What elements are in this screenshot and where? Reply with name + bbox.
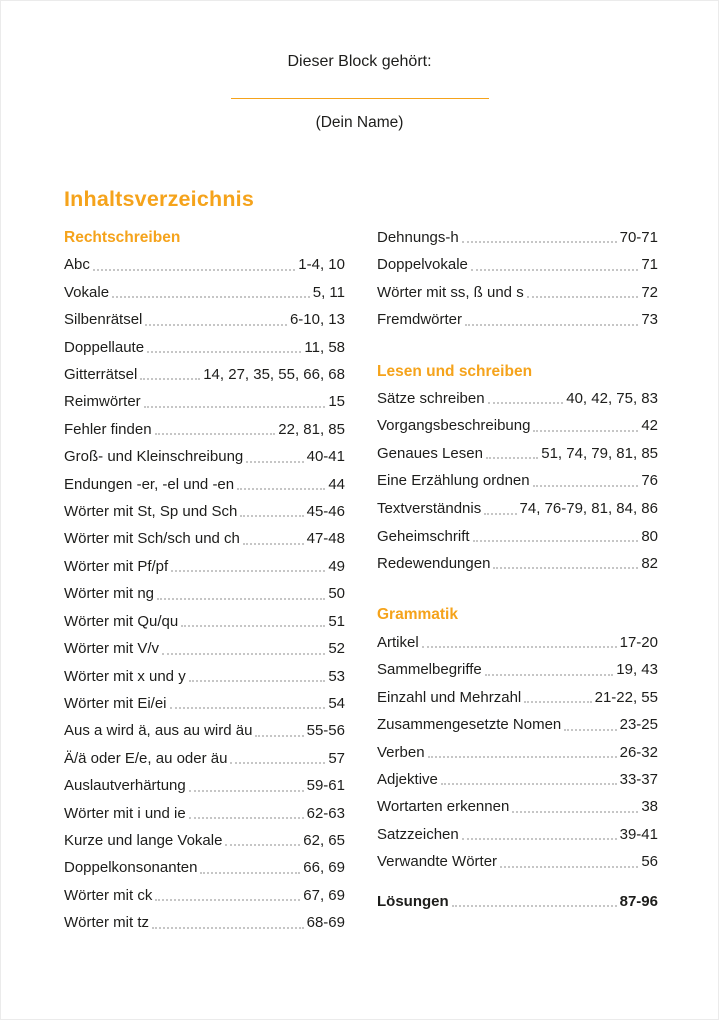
section-heading-grammatik: Grammatik — [377, 606, 458, 624]
toc-row-loesungen — [377, 888, 658, 915]
toc-row — [377, 523, 658, 550]
dotted-leader — [512, 811, 638, 813]
name-underline — [231, 98, 489, 99]
toc-entry-pages: 62, 65 — [303, 831, 345, 849]
dotted-leader — [225, 844, 300, 846]
ownership-header — [1, 53, 718, 132]
toc-entry-label: Aus a wird ä, aus au wird äu — [64, 722, 253, 740]
toc-entry-pages: 52 — [328, 640, 345, 658]
toc-entry-pages: 71 — [641, 256, 658, 274]
toc-entry-label: Auslautverhärtung — [64, 777, 186, 795]
toc-entry-pages: 53 — [328, 667, 345, 685]
toc-right-column — [377, 224, 658, 937]
toc-row — [64, 608, 345, 635]
toc-entry-pages: 40-41 — [306, 448, 345, 466]
toc-row — [377, 550, 658, 577]
dotted-leader — [170, 707, 326, 709]
toc-row — [64, 443, 345, 470]
toc-entry-pages: 57 — [328, 749, 345, 767]
toc-entry-pages: 17-20 — [619, 633, 658, 651]
toc-entry-label: Verben — [377, 743, 425, 761]
toc-entry-pages: 80 — [641, 527, 658, 545]
toc-entry-label: Wörter mit ck — [64, 886, 153, 904]
toc-row — [377, 467, 658, 494]
toc-entry-pages: 51, 74, 79, 81, 85 — [541, 444, 658, 462]
dotted-leader — [485, 674, 614, 676]
toc-row — [377, 711, 658, 738]
dotted-leader — [155, 433, 276, 435]
toc-entry-label: Wörter mit Pf/pf — [64, 557, 169, 575]
toc-entry-pages: 33-37 — [619, 770, 658, 788]
toc-content — [64, 187, 658, 937]
toc-entry-label: Vokale — [64, 283, 110, 301]
dotted-leader — [473, 540, 639, 542]
dotted-leader — [230, 762, 325, 764]
toc-row — [377, 848, 658, 875]
toc-entry-pages: 23-25 — [619, 716, 658, 734]
toc-entry-pages: 42 — [641, 417, 658, 435]
toc-entry-label: Ä/ä oder E/e, au oder äu — [64, 749, 228, 767]
toc-entry-pages: 59-61 — [306, 777, 345, 795]
toc-entry-label: Endungen -er, -el und -en — [64, 475, 235, 493]
toc-entry-pages: 49 — [328, 557, 345, 575]
dotted-leader — [140, 378, 200, 380]
dotted-leader — [93, 269, 295, 271]
toc-entry-pages: 40, 42, 75, 83 — [566, 390, 658, 408]
toc-row — [377, 306, 658, 333]
dotted-leader — [428, 756, 617, 758]
toc-row — [377, 224, 658, 251]
toc-row — [64, 690, 345, 717]
toc-row — [377, 766, 658, 793]
toc-entry-pages: 21-22, 55 — [594, 688, 658, 706]
toc-entry-label: Abc — [64, 256, 90, 274]
toc-row — [64, 635, 345, 662]
toc-row — [64, 800, 345, 827]
dotted-leader — [147, 351, 301, 353]
toc-entry-label: Wörter mit ss, ß und s — [377, 283, 524, 301]
toc-entry-pages: 5, 11 — [312, 283, 345, 301]
toc-row — [377, 793, 658, 820]
toc-entry-pages: 45-46 — [306, 503, 345, 521]
toc-entry-pages: 73 — [641, 311, 658, 329]
toc-row — [64, 306, 345, 333]
toc-row — [64, 854, 345, 881]
dotted-leader — [452, 905, 617, 907]
toc-entry-label: Wörter mit tz — [64, 914, 149, 932]
toc-row — [64, 882, 345, 909]
dotted-leader — [493, 567, 638, 569]
dotted-leader — [240, 515, 303, 517]
toc-entry-pages: 74, 76-79, 81, 84, 86 — [519, 499, 658, 517]
toc-entry-pages: 62-63 — [306, 804, 345, 822]
dotted-leader — [527, 296, 639, 298]
dotted-leader — [171, 570, 325, 572]
dotted-leader — [189, 680, 326, 682]
toc-entry-pages: 54 — [328, 694, 345, 712]
toc-entry-pages: 66, 69 — [303, 859, 345, 877]
toc-entry-label: Wörter mit i und ie — [64, 804, 186, 822]
toc-entry-label: Wörter mit Ei/ei — [64, 694, 167, 712]
toc-entry-pages: 39-41 — [619, 825, 658, 843]
toc-row — [377, 412, 658, 439]
toc-entry-pages: 87-96 — [619, 892, 658, 910]
toc-entry-pages: 70-71 — [619, 229, 658, 246]
toc-entry-label: Adjektive — [377, 770, 438, 788]
toc-entry-pages: 50 — [328, 585, 345, 603]
dotted-leader — [462, 241, 617, 243]
toc-row — [377, 739, 658, 766]
dotted-leader — [255, 735, 303, 737]
toc-entry-pages: 1-4, 10 — [298, 256, 345, 274]
toc-row — [377, 495, 658, 523]
dotted-leader — [246, 461, 303, 463]
toc-entry-label: Textverständnis — [377, 499, 482, 517]
toc-row — [64, 745, 345, 772]
toc-entry-label: Kurze und lange Vokale — [64, 831, 223, 849]
toc-entry-pages: 26-32 — [619, 743, 658, 761]
dotted-leader — [189, 817, 304, 819]
toc-entry-label: Sammelbegriffe — [377, 661, 482, 679]
dotted-leader — [488, 402, 564, 404]
toc-left-column — [64, 224, 345, 937]
dotted-leader — [157, 598, 325, 600]
name-hint: (Dein Name) — [315, 114, 404, 131]
toc-entry-pages: 55-56 — [306, 722, 345, 740]
toc-entry-label: Redewendungen — [377, 555, 491, 573]
toc-entry-pages: 44 — [328, 475, 345, 493]
toc-entry-pages: 72 — [641, 283, 658, 301]
dotted-leader — [422, 646, 617, 648]
dotted-leader — [533, 485, 639, 487]
toc-row — [64, 909, 345, 936]
toc-row — [64, 525, 345, 552]
toc-entry-pages: 51 — [328, 612, 345, 630]
toc-row — [64, 416, 345, 443]
toc-entry-label: Satzzeichen — [377, 825, 459, 843]
toc-entry-pages: 56 — [641, 853, 658, 871]
dotted-leader — [564, 729, 616, 731]
toc-entry-pages: 68-69 — [306, 914, 345, 932]
toc-entry-label: Lösungen — [377, 892, 449, 910]
toc-row — [377, 684, 658, 711]
toc-entry-label: Wortarten erkennen — [377, 798, 510, 816]
dotted-leader — [162, 653, 325, 655]
toc-entry-label: Doppelvokale — [377, 256, 468, 274]
toc-row — [377, 821, 658, 848]
toc-row — [64, 279, 345, 306]
toc-row — [64, 471, 345, 498]
toc-entry-pages: 22, 81, 85 — [278, 420, 345, 438]
toc-entry-pages: 38 — [641, 798, 658, 816]
toc-entry-label: Wörter mit x und y — [64, 667, 186, 685]
toc-row — [377, 440, 658, 467]
toc-entry-label: Dehnungs-h — [377, 229, 459, 246]
dotted-leader — [441, 783, 617, 785]
toc-row — [64, 334, 345, 361]
dotted-leader — [524, 701, 591, 703]
dotted-leader — [152, 927, 304, 929]
toc-entry-pages: 19, 43 — [616, 661, 658, 679]
toc-row — [64, 498, 345, 525]
toc-row — [377, 385, 658, 412]
toc-entry-label: Fremdwörter — [377, 311, 463, 329]
toc-row — [64, 553, 345, 580]
toc-entry-label: Groß- und Kleinschreibung — [64, 448, 244, 466]
dotted-leader — [484, 513, 516, 515]
dotted-leader — [500, 866, 638, 868]
toc-row — [64, 388, 345, 415]
toc-entry-label: Doppelkonsonanten — [64, 859, 198, 877]
section-heading-rechtschreiben: Rechtschreiben — [64, 229, 181, 246]
dotted-leader — [144, 406, 326, 408]
dotted-leader — [145, 324, 287, 326]
toc-row — [64, 361, 345, 388]
toc-entry-pages: 14, 27, 35, 55, 66, 68 — [203, 366, 345, 384]
dotted-leader — [155, 899, 300, 901]
dotted-leader — [200, 872, 300, 874]
toc-row — [377, 629, 658, 656]
toc-entry-label: Silbenrätsel — [64, 311, 143, 329]
toc-entry-pages: 76 — [641, 472, 658, 490]
toc-row — [377, 656, 658, 683]
toc-entry-label: Wörter mit St, Sp und Sch — [64, 503, 238, 521]
toc-entry-label: Fehler finden — [64, 420, 152, 438]
dotted-leader — [465, 324, 638, 326]
toc-entry-label: Geheimschrift — [377, 527, 470, 545]
dotted-leader — [237, 488, 325, 490]
belongs-to-label: Dieser Block gehört: — [287, 53, 432, 70]
dotted-leader — [181, 625, 325, 627]
toc-entry-pages: 67, 69 — [303, 886, 345, 904]
toc-row — [377, 251, 658, 278]
dotted-leader — [243, 543, 304, 545]
toc-entry-pages: 15 — [328, 393, 345, 411]
toc-entry-label: Artikel — [377, 633, 419, 651]
toc-row — [64, 772, 345, 799]
dotted-leader — [533, 430, 638, 432]
toc-entry-label: Wörter mit ng — [64, 585, 155, 603]
dotted-leader — [462, 838, 617, 840]
toc-row — [64, 580, 345, 607]
section-heading-lesen-und-schreiben: Lesen und schreiben — [377, 362, 533, 380]
toc-entry-label: Gitterrätsel — [64, 366, 138, 384]
toc-entry-label: Verwandte Wörter — [377, 853, 498, 871]
toc-entry-pages: 82 — [641, 555, 658, 573]
toc-entry-label: Wörter mit Qu/qu — [64, 612, 179, 630]
dotted-leader — [486, 457, 538, 459]
toc-entry-label: Einzahl und Mehrzahl — [377, 688, 522, 706]
toc-entry-pages: 6-10, 13 — [289, 311, 345, 329]
toc-entry-label: Reimwörter — [64, 393, 141, 411]
dotted-leader — [471, 269, 638, 271]
toc-entry-label: Eine Erzählung ordnen — [377, 472, 530, 490]
toc-entry-label: Vorgangsbeschreibung — [377, 417, 531, 435]
toc-entry-label: Doppellaute — [64, 338, 145, 356]
toc-row — [64, 827, 345, 854]
toc-entry-label: Wörter mit Sch/sch und ch — [64, 530, 240, 548]
toc-row — [64, 251, 345, 278]
toc-columns — [64, 224, 658, 937]
toc-entry-label: Zusammengesetzte Nomen — [377, 716, 562, 734]
toc-entry-pages: 11, 58 — [304, 338, 345, 356]
page-title: Inhaltsverzeichnis — [64, 187, 255, 211]
dotted-leader — [112, 296, 310, 298]
toc-entry-label: Wörter mit V/v — [64, 640, 160, 658]
toc-entry-label: Sätze schreiben — [377, 390, 485, 408]
toc-entry-pages: 47-48 — [306, 530, 345, 548]
toc-row — [64, 663, 345, 690]
toc-row — [64, 717, 345, 744]
toc-row — [377, 279, 658, 306]
dotted-leader — [189, 790, 304, 792]
toc-entry-label: Genaues Lesen — [377, 444, 483, 462]
